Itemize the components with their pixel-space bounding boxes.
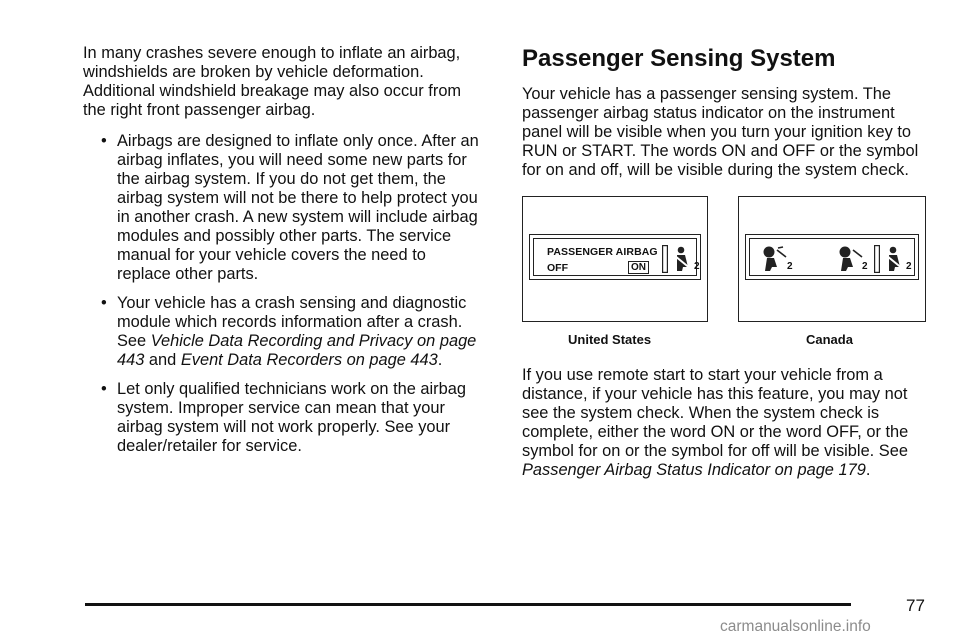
bullet-mark: •	[101, 132, 107, 150]
bullet-item	[83, 132, 483, 284]
airbag-off-symbol-icon	[762, 245, 788, 273]
bullet-list	[83, 132, 483, 456]
bullet-text: Your vehicle has a crash sensing and diagnostic module which records information after a crash. See	[117, 294, 467, 350]
figure-caption-us: United States	[568, 332, 652, 347]
cross-reference-link[interactable]: Vehicle Data Recording and Privacy on page 443	[117, 332, 477, 369]
us-indicator-panel	[522, 196, 708, 322]
separator-bar-icon	[874, 245, 880, 273]
on-label: ON	[628, 261, 649, 274]
bullet-item	[83, 380, 483, 456]
canada-indicator-display	[745, 234, 919, 280]
bullet-text: Let only qualified technicians work on the airbag system. Improper service can mean that your airbag system will not work properly. See your dealer/retailer for service.	[117, 380, 466, 455]
paragraph-text: If you use remote start to start your vehicle from a distance, if your vehicle has this feature, you may not see the system check. When the system check is complete, either the word ON or the word OFF, or the symbol for on or the symbol for off will be visible. See	[522, 366, 909, 460]
right-column	[522, 44, 932, 480]
body-paragraph: Your vehicle has a passenger sensing system. The passenger airbag status indicator on the instrument panel will be visible when you turn your ignition key to RUN or START. The words ON and OFF or the symbol for on and off, will be visible during the system check.	[522, 85, 919, 179]
figure-caption-canada: Canada	[806, 332, 853, 347]
seatbelted-passenger-icon	[884, 245, 906, 273]
seat-number: 2	[862, 261, 868, 272]
bullet-item	[83, 294, 483, 370]
page-number: 77	[906, 596, 925, 615]
body-paragraph	[522, 366, 932, 480]
seat-number: 2	[906, 261, 912, 272]
bullet-mark: •	[101, 380, 107, 398]
canada-indicator-panel	[738, 196, 926, 322]
cross-reference-link[interactable]: Passenger Airbag Status Indicator on page 179	[522, 461, 866, 479]
passenger-airbag-label: PASSENGER AIRBAG	[547, 246, 658, 258]
watermark-text: carmanualsonline.info	[720, 618, 871, 635]
section-heading: Passenger Sensing System	[522, 45, 836, 72]
bullet-text: Airbags are designed to inflate only once. After an airbag inflates, you will need some new parts for the airbag system. If you do not get them, the airbag system will not be there to help protect you in another crash. A new system will include airbag modules and possibly other parts. The service manual for your vehicle covers the need to replace other parts.	[117, 132, 479, 283]
bullet-text: and	[144, 351, 181, 369]
seatbelted-passenger-icon	[672, 245, 694, 273]
bullet-mark: •	[101, 294, 107, 312]
cross-reference-link[interactable]: Event Data Recorders on page 443	[180, 351, 438, 369]
intro-paragraph: In many crashes severe enough to inflate an airbag, windshields are broken by vehicle deformation. Additional windshield breakage may also occur from the right front passenger airbag.	[83, 44, 462, 119]
off-label: OFF	[547, 262, 568, 274]
seat-number: 2	[694, 261, 700, 272]
indicator-figure	[522, 196, 932, 352]
display-frame	[749, 238, 915, 276]
separator-bar-icon	[662, 245, 668, 273]
paragraph-text: .	[865, 461, 871, 479]
display-frame	[533, 238, 700, 276]
seat-number: 2	[787, 261, 793, 272]
us-indicator-display	[529, 234, 701, 280]
bullet-text: .	[437, 351, 443, 369]
left-column	[83, 44, 483, 456]
footer-rule	[85, 603, 851, 606]
airbag-on-symbol-icon	[838, 245, 864, 273]
